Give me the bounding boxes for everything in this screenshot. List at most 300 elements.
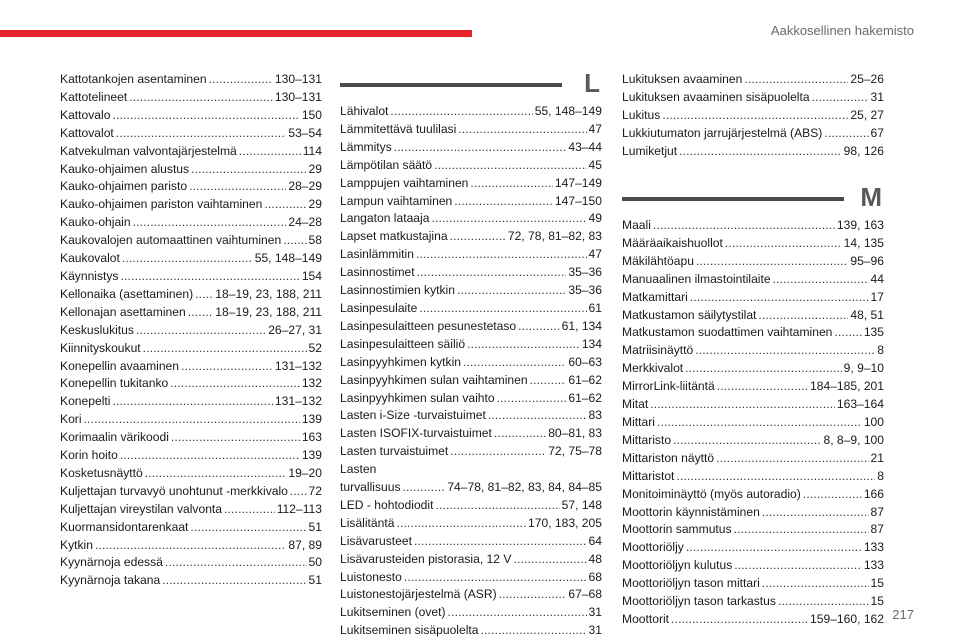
index-term: Korin hoito (60, 448, 118, 463)
index-entry (60, 196, 322, 214)
index-term: Kuljettajan vireystilan valvonta (60, 501, 223, 516)
leader-dots (778, 593, 869, 611)
index-term: Luistonesto (340, 569, 402, 584)
leader-dots (191, 161, 306, 179)
leader-dots (264, 196, 306, 214)
index-pages: 35–36 (568, 265, 602, 280)
index-term: Lisävarusteiden pistorasia, 12 V (340, 551, 512, 566)
index-entry (60, 322, 322, 340)
index-pages: 58 (308, 233, 322, 248)
index-pages: 150 (301, 107, 322, 122)
index-term: Lämmitys (340, 139, 392, 154)
leader-dots (717, 378, 808, 396)
index-term: Kellonaika (asettaminen) (60, 286, 194, 301)
leader-dots (686, 539, 862, 557)
leader-dots (84, 411, 300, 429)
leader-dots (116, 125, 287, 143)
leader-dots (209, 71, 273, 89)
index-term: Konepellin tukitanko (60, 376, 169, 391)
index-pages: 47 (588, 121, 602, 136)
leader-dots (136, 322, 266, 340)
index-entry (622, 89, 884, 107)
leader-dots (467, 336, 580, 354)
index-pages: 50 (308, 555, 322, 570)
leader-dots (189, 178, 286, 196)
index-entry (340, 121, 602, 139)
leader-dots (419, 300, 586, 318)
index-term: Keskuslukitus (60, 322, 134, 337)
index-pages: 80–81, 83 (548, 426, 602, 441)
index-entry (60, 286, 322, 304)
index-term: Lampun vaihtaminen (340, 193, 453, 208)
leader-dots (734, 557, 862, 575)
index-term: Lukituksen avaaminen (622, 72, 743, 86)
index-entry (622, 575, 884, 593)
index-pages: 74–78, 81–82, 83, 84, 84–85 (447, 480, 602, 495)
index-pages: 72 (308, 483, 322, 498)
index-entry (622, 521, 884, 539)
leader-dots (448, 604, 587, 622)
leader-dots (457, 282, 566, 300)
index-entry (60, 358, 322, 376)
page-number: 217 (892, 607, 914, 622)
index-term: Moottorin käynnistäminen (622, 504, 760, 519)
index-term: Lasinpyyhkimen sulan vaihtaminen (340, 372, 528, 387)
leader-dots (716, 450, 868, 468)
index-entry (622, 378, 884, 396)
leader-dots (488, 407, 587, 425)
index-pages: 53–54 (288, 125, 322, 140)
index-pages: 8 (877, 343, 884, 358)
index-term: Kuormansidontarenkaat (60, 519, 189, 534)
index-pages: 147–149 (554, 175, 602, 190)
leader-dots (513, 551, 586, 569)
leader-dots (431, 210, 586, 228)
index-term: Maali (622, 218, 651, 232)
index-term: Kattotankojen asentaminen (60, 72, 207, 86)
index-entry (340, 139, 602, 157)
index-term: Mäkilähtöapu (622, 253, 694, 268)
leader-dots (417, 264, 567, 282)
index-term: Lasinpesulaitteen pesunestetaso (340, 318, 517, 333)
index-pages: 55, 148–149 (534, 104, 602, 118)
leader-dots (112, 393, 272, 411)
page-header-title: Aakkosellinen hakemisto (770, 23, 914, 38)
index-entry (340, 461, 602, 479)
index-entry (60, 161, 322, 179)
index-pages: 100 (863, 414, 884, 429)
index-entry (622, 468, 884, 486)
index-term: Lukitus (622, 107, 661, 122)
leader-dots (435, 497, 559, 515)
index-entry (340, 372, 602, 390)
section-divider (340, 83, 562, 87)
index-pages: 14, 135 (843, 235, 884, 250)
index-entry (60, 232, 322, 250)
leader-dots (671, 611, 808, 629)
index-pages: 67 (870, 125, 884, 140)
index-pages: 163 (301, 430, 322, 445)
index-pages: 51 (308, 519, 322, 534)
leader-dots (744, 71, 848, 89)
index-term: Lisävarusteet (340, 533, 412, 548)
section-divider (622, 197, 844, 201)
index-pages: 68 (588, 569, 602, 584)
index-entry (622, 71, 884, 89)
index-column-1 (60, 71, 322, 590)
index-pages: 8 (877, 468, 884, 483)
index-term: Konepellin avaaminen (60, 358, 180, 373)
index-entry (340, 515, 602, 533)
leader-dots (450, 443, 546, 461)
index-pages: 163–164 (836, 397, 884, 412)
leader-dots (803, 486, 862, 504)
index-entry (622, 486, 884, 504)
leader-dots (758, 307, 848, 325)
index-entry (622, 360, 884, 378)
index-entry (622, 324, 884, 342)
index-term: Lasinpyyhkimen kytkin (340, 354, 461, 369)
leader-dots (181, 358, 273, 376)
index-term: Langaton lataaja (340, 211, 430, 226)
index-entry (340, 443, 602, 461)
index-entry (340, 300, 602, 318)
index-term: Mittaristo (622, 432, 672, 447)
index-pages: 26–27, 31 (268, 322, 322, 337)
index-entry (622, 557, 884, 575)
index-term: Kattotelineet (60, 89, 128, 104)
leader-dots (481, 622, 587, 640)
index-pages: 83 (588, 408, 602, 423)
index-term: Kauko-ohjaimen paristo (60, 179, 188, 194)
leader-dots (283, 232, 306, 250)
index-pages: 18–19, 23, 188, 211 (215, 286, 322, 301)
index-pages: 114 (302, 143, 322, 158)
index-entry (622, 611, 884, 629)
index-pages: 61, 134 (561, 318, 602, 333)
leader-dots (657, 414, 862, 432)
index-pages: 87 (870, 522, 884, 537)
index-entry (60, 125, 322, 143)
index-entry (340, 354, 602, 372)
index-pages: 48, 51 (850, 307, 884, 322)
index-entry (340, 533, 602, 551)
leader-dots (463, 354, 566, 372)
index-term: Lukituksen avaaminen sisäpuolelta (622, 89, 810, 104)
index-entry (622, 593, 884, 611)
index-pages: 57, 148 (561, 497, 602, 512)
leader-dots (404, 569, 587, 587)
index-pages: 51 (308, 573, 322, 588)
index-term: Merkkivalot (622, 361, 684, 376)
index-entry (622, 143, 884, 161)
index-term: Mittariston näyttö (622, 450, 715, 465)
leader-dots (434, 157, 586, 175)
index-entry (340, 157, 602, 175)
index-term: Matkamittari (622, 289, 688, 304)
index-pages: 87, 89 (288, 537, 322, 552)
index-entry (340, 479, 602, 497)
index-term: Konepelti (60, 394, 111, 409)
index-term: Manuaalinen ilmastointilaite (622, 271, 771, 286)
index-pages: 135 (863, 325, 884, 340)
index-term: Kyynärnoja takana (60, 573, 161, 588)
index-term: Lasinpyyhkimen sulan vaihto (340, 390, 495, 405)
index-term: Lähivalot (340, 104, 389, 118)
index-term: Kiinnityskoukut (60, 340, 141, 355)
index-entry (340, 622, 602, 640)
index-term: MirrorLink-liitäntä (622, 379, 715, 394)
leader-dots (224, 501, 275, 519)
index-entry (622, 125, 884, 143)
index-entry (60, 71, 322, 89)
section-letter: M (860, 182, 882, 212)
leader-dots (762, 575, 869, 593)
index-entry (340, 175, 602, 193)
index-term: Moottoriöljy (622, 540, 684, 555)
leader-dots (403, 479, 446, 497)
index-term: Korimaalin värikoodi (60, 430, 169, 445)
index-term: Lasten i-Size -turvaistuimet (340, 408, 486, 423)
index-term: Kosketusnäyttö (60, 465, 143, 480)
leader-dots (195, 286, 213, 304)
index-term: Katvekulman valvontajärjestelmä (60, 143, 237, 158)
index-term: Moottoriöljyn kulutus (622, 558, 733, 573)
index-column-2 (340, 103, 602, 640)
index-pages: 147–150 (554, 193, 602, 208)
index-pages: 8, 8–9, 100 (823, 432, 884, 447)
index-term: Mittari (622, 414, 655, 429)
index-entry (622, 235, 884, 253)
index-pages: 35–36 (568, 283, 602, 298)
index-term: Monitoiminäyttö (myös autoradio) (622, 486, 801, 501)
index-term: Lasinnostimet (340, 265, 415, 280)
leader-dots (188, 304, 214, 322)
index-entry (340, 586, 602, 604)
index-pages: 166 (863, 486, 884, 501)
leader-dots (499, 586, 567, 604)
index-entry (340, 390, 602, 408)
index-term: Määräaikaishuollot (622, 235, 723, 250)
index-pages: 139 (301, 412, 322, 427)
index-pages: 61 (588, 300, 602, 315)
index-term: Lukitseminen (ovet) (340, 605, 446, 620)
leader-dots (416, 246, 587, 264)
index-term: Lasinnostimien kytkin (340, 283, 455, 298)
leader-dots (414, 533, 587, 551)
index-term: Lukitseminen sisäpuolelta (340, 623, 479, 638)
index-pages: 43–44 (568, 139, 602, 154)
index-entry (622, 450, 884, 468)
index-term: LED - hohtodiodit (340, 497, 434, 512)
index-pages: 159–160, 162 (810, 611, 884, 626)
index-pages: 87 (870, 504, 884, 519)
leader-dots (165, 554, 307, 572)
index-pages: 55, 148–149 (254, 251, 322, 266)
index-entry (622, 414, 884, 432)
index-term: Lisälitäntä (340, 515, 395, 530)
index-term: Lapset matkustajina (340, 229, 448, 244)
index-entry (622, 539, 884, 557)
index-entry (60, 501, 322, 519)
index-pages: 112–113 (276, 501, 322, 516)
header-accent-bar (0, 30, 472, 37)
index-entry (340, 425, 602, 443)
index-term: Kattovalo (60, 107, 111, 122)
index-term: Mitat (622, 397, 649, 412)
index-pages: 154 (301, 268, 322, 283)
index-pages: 134 (581, 336, 602, 351)
index-term: Lasinpesulaitteen säiliö (340, 336, 466, 351)
leader-dots (290, 483, 307, 501)
leader-dots (129, 89, 273, 107)
index-pages: 130–131 (274, 72, 322, 86)
index-pages: 19–20 (288, 465, 322, 480)
index-term: Kytkin (60, 537, 93, 552)
index-entry (60, 143, 322, 161)
leader-dots (653, 217, 835, 235)
index-pages: 31 (588, 605, 602, 620)
index-pages: 25–26 (850, 72, 884, 86)
leader-dots (695, 342, 875, 360)
index-entry (340, 228, 602, 246)
index-entry (622, 504, 884, 522)
index-pages: 44 (870, 271, 884, 286)
index-entry (60, 340, 322, 358)
leader-dots (762, 504, 869, 522)
index-pages: 184–185, 201 (810, 379, 884, 394)
index-entry (60, 304, 322, 322)
index-pages: 9, 9–10 (843, 361, 884, 376)
index-term: Lasten (340, 462, 377, 477)
index-entry (340, 336, 602, 354)
index-pages: 61–62 (568, 372, 602, 387)
index-entry (340, 282, 602, 300)
section-header-m (622, 182, 884, 216)
leader-dots (497, 390, 567, 408)
index-entry (60, 178, 322, 196)
index-pages: 21 (870, 450, 884, 465)
leader-dots (120, 268, 299, 286)
index-entry (340, 103, 602, 121)
index-pages: 45 (588, 157, 602, 172)
index-pages: 15 (870, 576, 884, 591)
index-pages: 130–131 (274, 89, 322, 104)
leader-dots (239, 143, 301, 161)
index-term: Lämpötilan säätö (340, 157, 433, 172)
leader-dots (470, 175, 552, 193)
index-entry (340, 551, 602, 569)
index-term: Lämmitettävä tuulilasi (340, 121, 457, 136)
index-entry (340, 407, 602, 425)
leader-dots (120, 447, 300, 465)
leader-dots (95, 537, 286, 555)
index-entry (60, 268, 322, 286)
index-entry (60, 107, 322, 125)
leader-dots (143, 340, 307, 358)
leader-dots (696, 253, 848, 271)
index-term: Moottorit (622, 611, 670, 626)
index-pages: 28–29 (288, 179, 322, 194)
index-entry (60, 375, 322, 393)
index-term: Käynnistys (60, 268, 119, 283)
index-pages: 24–28 (288, 215, 322, 230)
index-entry (60, 214, 322, 232)
leader-dots (662, 107, 848, 125)
leader-dots (725, 235, 842, 253)
leader-dots (458, 121, 586, 139)
index-entry (60, 429, 322, 447)
index-entry (622, 271, 884, 289)
index-term: Moottorin sammutus (622, 522, 732, 537)
index-column-3-m (622, 217, 884, 629)
index-term: Kuljettajan turvavyö unohtunut -merkkivalo (60, 483, 288, 498)
index-entry (340, 193, 602, 211)
leader-dots (690, 289, 869, 307)
index-pages: 15 (870, 594, 884, 609)
index-term: Lasten ISOFIX-turvaistuimet (340, 426, 492, 441)
index-term: Moottoriöljyn tason tarkastus (622, 594, 776, 609)
leader-dots (650, 396, 835, 414)
index-entry (622, 289, 884, 307)
index-term: Kori (60, 412, 82, 427)
index-pages: 131–132 (274, 394, 322, 409)
leader-dots (530, 372, 567, 390)
index-pages: 67–68 (568, 587, 602, 602)
leader-dots (162, 572, 306, 590)
index-entry (60, 447, 322, 465)
leader-dots (518, 318, 559, 336)
index-pages: 48 (588, 551, 602, 566)
index-term: Lasten turvaistuimet (340, 444, 449, 459)
index-entry (622, 432, 884, 450)
index-pages: 98, 126 (843, 143, 884, 158)
index-term: Lamppujen vaihtaminen (340, 175, 469, 190)
index-pages: 60–63 (568, 354, 602, 369)
index-entry (60, 483, 322, 501)
index-entry (60, 519, 322, 537)
leader-dots (112, 107, 299, 125)
index-term: turvallisuus (340, 480, 401, 495)
index-pages: 29 (308, 197, 322, 212)
index-term: Kaukovalojen automaattinen vaihtuminen (60, 233, 282, 248)
index-term: Luistonestojärjestelmä (ASR) (340, 587, 497, 602)
index-entry (340, 604, 602, 622)
index-entry (340, 246, 602, 264)
index-pages: 95–96 (850, 253, 884, 268)
index-pages: 25, 27 (850, 107, 884, 122)
index-entry (622, 396, 884, 414)
index-entry (622, 217, 884, 235)
index-pages: 47 (588, 247, 602, 262)
index-pages: 31 (870, 89, 884, 104)
index-entry (340, 210, 602, 228)
leader-dots (396, 515, 526, 533)
index-term: Kyynärnoja edessä (60, 555, 163, 570)
leader-dots (679, 143, 842, 161)
index-term: Mittaristot (622, 468, 675, 483)
index-pages: 29 (308, 161, 322, 176)
index-term: Moottoriöljyn tason mittari (622, 576, 760, 591)
index-pages: 139, 163 (836, 218, 884, 232)
leader-dots (685, 360, 841, 378)
leader-dots (170, 375, 300, 393)
index-term: Lumiketjut (622, 143, 678, 158)
index-pages: 139 (301, 448, 322, 463)
index-entry (60, 465, 322, 483)
index-term: Matriisinäyttö (622, 343, 694, 358)
index-pages: 170, 183, 205 (528, 515, 602, 530)
